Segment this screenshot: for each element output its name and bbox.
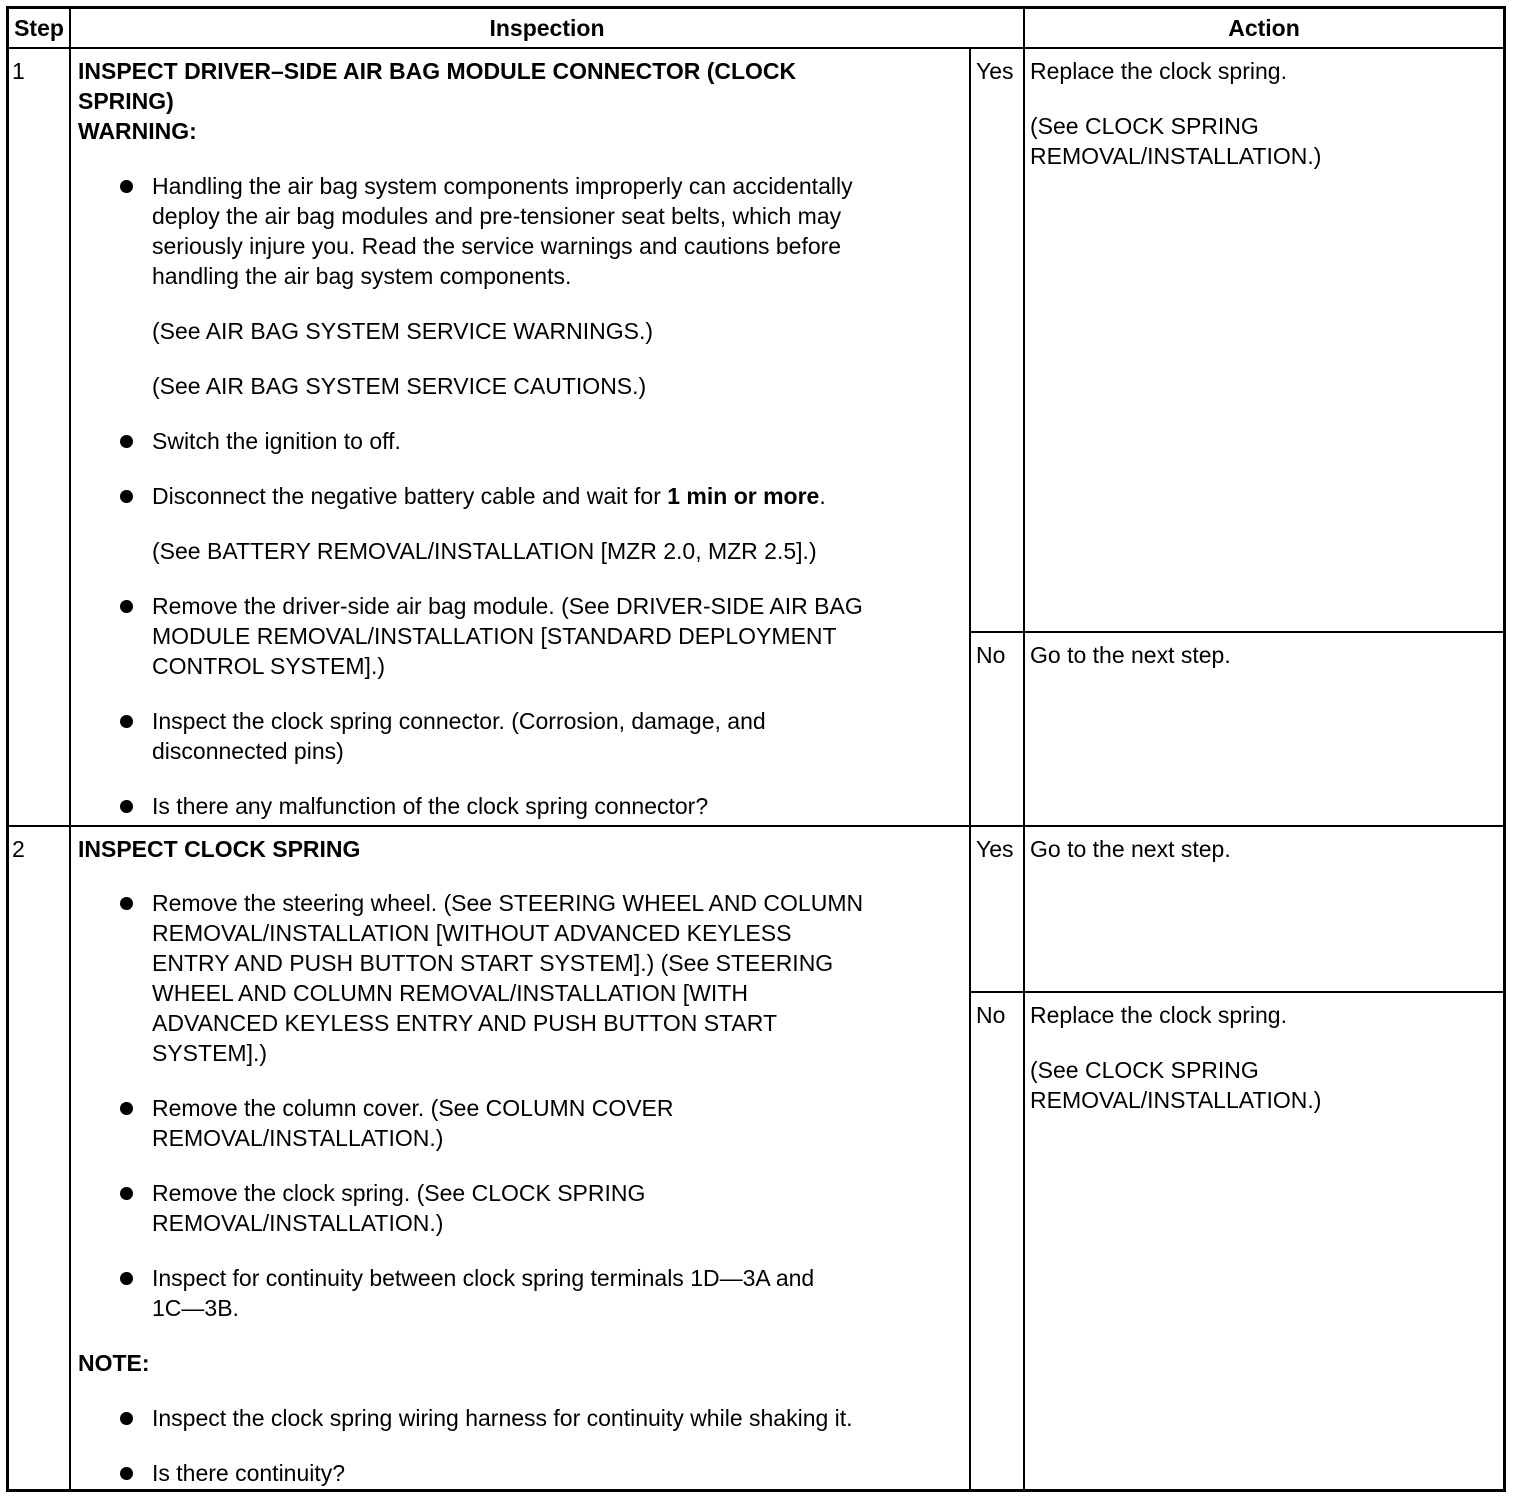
bullet-icon bbox=[120, 1412, 133, 1425]
yes-action-reference: REMOVAL/INSTALLATION.) bbox=[1030, 143, 1322, 169]
bullet-text: Is there continuity? bbox=[152, 1460, 346, 1486]
bullet-icon bbox=[120, 1467, 133, 1480]
row1-row2-divider bbox=[6, 825, 1506, 827]
row1-yes-no-divider bbox=[969, 631, 1506, 633]
note-label: NOTE: bbox=[78, 1350, 150, 1376]
bullet-text: Inspect the clock spring wiring harness for continuity while shaking it. bbox=[152, 1405, 853, 1431]
no-label: No bbox=[976, 642, 1006, 668]
bullet-text: Remove the driver-side air bag module. (See DRIVER-SIDE AIR BAG bbox=[152, 593, 863, 619]
reference-text: (See AIR BAG SYSTEM SERVICE WARNINGS.) bbox=[152, 318, 654, 344]
reference-text: (See BATTERY REMOVAL/INSTALLATION [MZR 2.0, MZR 2.5].) bbox=[152, 538, 817, 564]
bullet-text: Remove the clock spring. (See CLOCK SPRING bbox=[152, 1180, 646, 1206]
no-action-reference: REMOVAL/INSTALLATION.) bbox=[1030, 1087, 1322, 1113]
bold-duration: 1 min or more bbox=[667, 483, 820, 509]
sentence-period: . bbox=[819, 483, 826, 509]
table-border-left bbox=[6, 6, 9, 1492]
bullet-text: ENTRY AND PUSH BUTTON START SYSTEM].) (See STEERING bbox=[152, 950, 834, 976]
bullet-icon bbox=[120, 1187, 133, 1200]
bullet-text: Is there any malfunction of the clock spring connector? bbox=[152, 793, 709, 819]
header-row-divider bbox=[6, 47, 1506, 49]
warning-label: WARNING: bbox=[78, 118, 197, 144]
bullet-text: REMOVAL/INSTALLATION.) bbox=[152, 1125, 444, 1151]
bullet-text: MODULE REMOVAL/INSTALLATION [STANDARD DEPLOYMENT bbox=[152, 623, 837, 649]
bullet-text: seriously injure you. Read the service warnings and cautions before bbox=[152, 233, 842, 259]
bullet-text: disconnected pins) bbox=[152, 738, 344, 764]
bullet-icon bbox=[120, 435, 133, 448]
bullet-text-part: Disconnect the negative battery cable and wait for bbox=[152, 483, 668, 509]
step-title-line: SPRING) bbox=[78, 88, 174, 114]
no-action: Go to the next step. bbox=[1030, 642, 1231, 668]
no-action-reference: (See CLOCK SPRING bbox=[1030, 1057, 1259, 1083]
bullet-text: SYSTEM].) bbox=[152, 1040, 268, 1066]
bullet-text: 1C—3B. bbox=[152, 1295, 239, 1321]
step-title-line: INSPECT CLOCK SPRING bbox=[78, 836, 361, 862]
no-label: No bbox=[976, 1002, 1006, 1028]
step-number: 2 bbox=[12, 836, 25, 862]
yes-action-reference: (See CLOCK SPRING bbox=[1030, 113, 1259, 139]
yes-label: Yes bbox=[976, 58, 1014, 84]
bullet-icon bbox=[120, 715, 133, 728]
bullet-text: REMOVAL/INSTALLATION [WITHOUT ADVANCED KEYLESS bbox=[152, 920, 792, 946]
reference-text: (See AIR BAG SYSTEM SERVICE CAUTIONS.) bbox=[152, 373, 647, 399]
no-action: Replace the clock spring. bbox=[1030, 1002, 1287, 1028]
bullet-text: Remove the steering wheel. (See STEERING WHEEL AND COLUMN bbox=[152, 890, 864, 916]
bullet-icon bbox=[120, 600, 133, 613]
step-column-divider bbox=[69, 6, 71, 1492]
yesno-column-divider bbox=[969, 48, 971, 1492]
bullet-text bbox=[152, 481, 826, 511]
bullet-icon bbox=[120, 180, 133, 193]
yes-action: Replace the clock spring. bbox=[1030, 58, 1287, 84]
yes-action: Go to the next step. bbox=[1030, 836, 1231, 862]
bullet-text: Inspect for continuity between clock spring terminals 1D—3A and bbox=[152, 1265, 815, 1291]
yes-label: Yes bbox=[976, 836, 1014, 862]
bullet-icon bbox=[120, 1102, 133, 1115]
row2-yes-no-divider bbox=[969, 991, 1506, 993]
header-inspection: Inspection bbox=[489, 15, 605, 41]
bullet-text: ADVANCED KEYLESS ENTRY AND PUSH BUTTON START bbox=[152, 1010, 777, 1036]
action-column-divider bbox=[1023, 6, 1025, 1492]
table-border-bottom bbox=[6, 1489, 1506, 1492]
header-action: Action bbox=[1228, 15, 1300, 41]
step-number: 1 bbox=[12, 58, 25, 84]
bullet-icon bbox=[120, 490, 133, 503]
bullet-text: Remove the column cover. (See COLUMN COVER bbox=[152, 1095, 674, 1121]
bullet-text: REMOVAL/INSTALLATION.) bbox=[152, 1210, 444, 1236]
bullet-text: Switch the ignition to off. bbox=[152, 428, 401, 454]
bullet-text: Handling the air bag system components improperly can accidentally bbox=[152, 173, 853, 199]
bullet-icon bbox=[120, 1272, 133, 1285]
bullet-icon bbox=[120, 800, 133, 813]
header-step: Step bbox=[14, 15, 64, 41]
table-border-top bbox=[6, 6, 1506, 9]
bullet-text: WHEEL AND COLUMN REMOVAL/INSTALLATION [WITH bbox=[152, 980, 748, 1006]
bullet-text: CONTROL SYSTEM].) bbox=[152, 653, 385, 679]
bullet-text: deploy the air bag modules and pre-tensioner seat belts, which may bbox=[152, 203, 842, 229]
bullet-icon bbox=[120, 897, 133, 910]
step-title-line: INSPECT DRIVER–SIDE AIR BAG MODULE CONNECTOR (CLOCK bbox=[78, 58, 797, 84]
bullet-text: handling the air bag system components. bbox=[152, 263, 572, 289]
table-border-right bbox=[1503, 6, 1506, 1492]
bullet-text: Inspect the clock spring connector. (Corrosion, damage, and bbox=[152, 708, 766, 734]
